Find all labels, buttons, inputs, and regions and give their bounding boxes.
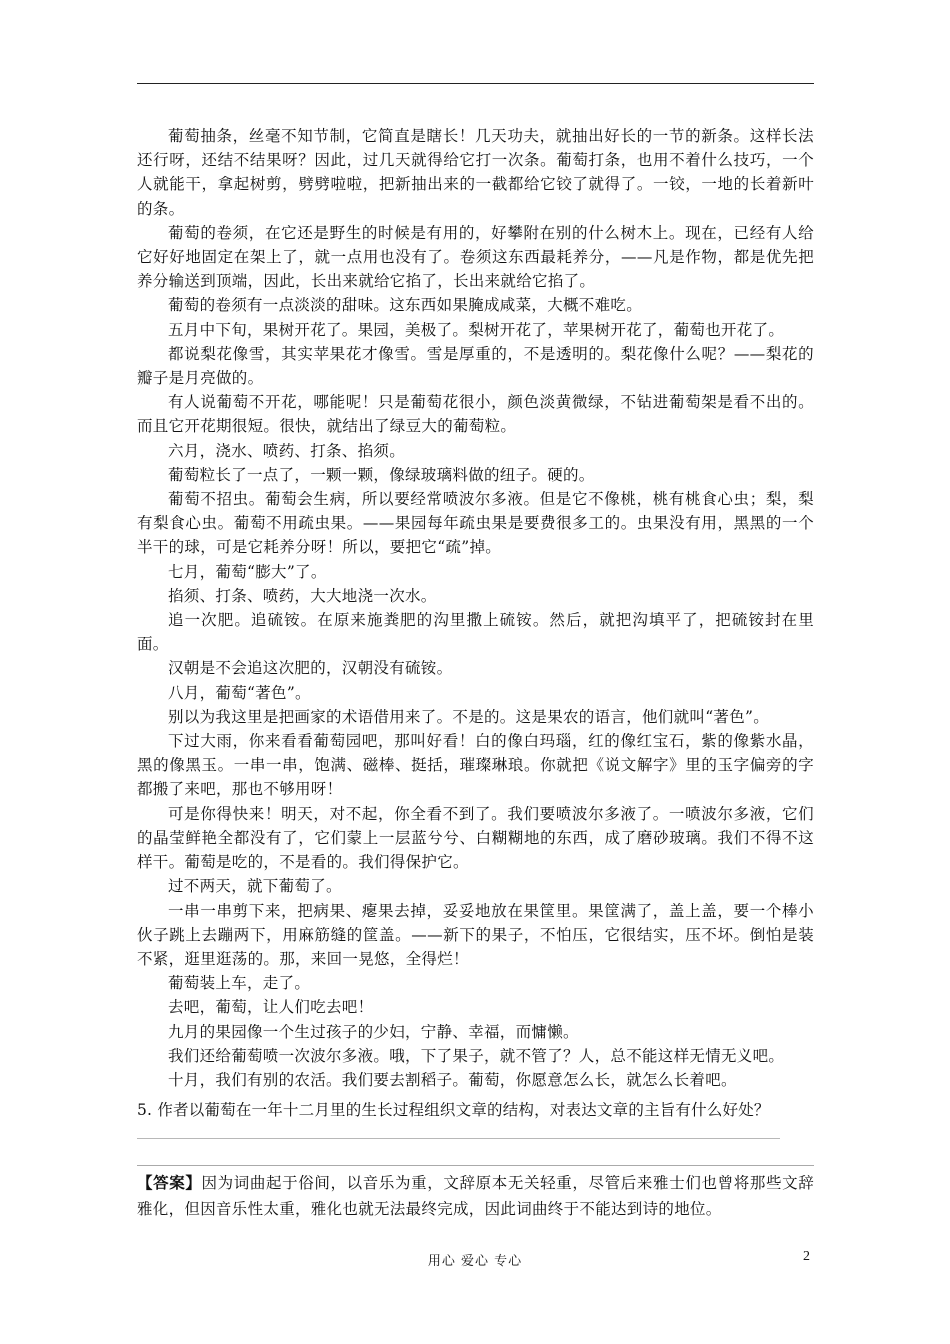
paragraph: 五月中下旬，果树开花了。果园，美极了。梨树开花了，苹果树开花了，葡萄也开花了。 bbox=[168, 320, 785, 339]
paragraph: 七月，葡萄“膨大”了。 bbox=[168, 562, 327, 581]
answer-writing-line bbox=[137, 1138, 780, 1139]
paragraph: 六月，浇水、喷药、打条、掐须。 bbox=[168, 441, 406, 460]
answer-block bbox=[137, 1165, 814, 1222]
paragraph: 葡萄不招虫。葡萄会生病，所以要经常喷波尔多液。但是它不像桃，桃有桃食心虫；梨，梨有梨食心虫。葡萄不用疏虫果。——果园每年疏虫果是要费很多工的。虫果没有用，黑黑的一个半干的球，可是它耗养分呀！所以，要把它“疏”掉。 bbox=[137, 490, 814, 557]
paragraph: 掐须、打条、喷药，大大地浇一次水。 bbox=[168, 586, 437, 605]
paragraph: 葡萄的卷须有一点淡淡的甜味。这东西如果腌成咸菜，大概不难吃。 bbox=[168, 296, 643, 315]
paragraph: 追一次肥。追硫铵。在原来施粪肥的沟里撒上硫铵。然后，就把沟填平了，把硫铵封在里面。 bbox=[137, 611, 814, 654]
paragraph: 有人说葡萄不开花，哪能呢！只是葡萄花很小，颜色淡黄微绿，不钻进葡萄架是看不出的。而且它开花期很短。很快，就结出了绿豆大的葡萄粒。 bbox=[137, 393, 814, 436]
paragraph: 可是你得快来！明天，对不起，你全看不到了。我们要喷波尔多液了。一喷波尔多液，它们的晶莹鲜艳全都没有了，它们蒙上一层蓝兮兮、白糊糊地的东西，成了磨砂玻璃。我们不得不这样干。葡萄是吃的，不是看的。我们得保护它。 bbox=[137, 804, 814, 872]
paragraph: 葡萄粒长了一点了，一颗一颗，像绿玻璃料做的纽子。硬的。 bbox=[168, 465, 595, 484]
paragraph: 葡萄的卷须，在它还是野生的时候是有用的，好攀附在别的什么树木上。现在，已经有人给它好好地固定在架上了，就一点用也没有了。卷须这东西最耗养分，——凡是作物，都是优先把养分输送到顶端，因此，长出来就给它掐了，长出来就给它掐了。 bbox=[137, 223, 814, 291]
paragraph: 过不两天，就下葡萄了。 bbox=[168, 877, 342, 896]
paragraph: 葡萄抽条，丝毫不知节制，它简直是瞎长！几天功夫，就抽出好长的一节的新条。这样长法还行呀，还结不结果呀？因此，过几天就得给它打一次条。葡萄打条，也用不着什么技巧，一个人就能干，拿起树剪，劈劈啦啦，把新抽出来的一截都给它铰了就得了。一铰，一地的长着新叶的条。 bbox=[137, 127, 814, 218]
paragraph: 十月，我们有别的农活。我们要去割稻子。葡萄，你愿意怎么长，就怎么长着吧。 bbox=[168, 1070, 737, 1089]
question-5: 5. 作者以葡萄在一年十二月里的生长过程组织文章的结构，对表达文章的主旨有什么好处？ bbox=[137, 1101, 770, 1119]
page-number: 2 bbox=[803, 1249, 810, 1264]
paragraph: 八月，葡萄“著色”。 bbox=[168, 683, 311, 702]
header-rule bbox=[137, 83, 814, 84]
answer-text: 因为词曲起于俗间，以音乐为重，文辞原本无关轻重，尽管后来雅士们也曾将那些文辞雅化，但因音乐性太重，雅化也就无法最终完成，因此词曲终于不能达到诗的地位。 bbox=[137, 1174, 815, 1218]
paragraph: 都说梨花像雪，其实苹果花才像雪。雪是厚重的，不是透明的。梨花像什么呢？——梨花的瓣子是月亮做的。 bbox=[137, 344, 814, 388]
paragraph: 汉朝是不会追这次肥的，汉朝没有硫铵。 bbox=[168, 659, 453, 678]
paragraph: 九月的果园像一个生过孩子的少妇，宁静、幸福，而慵懒。 bbox=[168, 1022, 579, 1041]
paragraph: 别以为我这里是把画家的术语借用来了。不是的。这是果农的语言，他们就叫“著色”。 bbox=[168, 707, 770, 726]
paragraph: 一串一串剪下来，把病果、瘪果去掉，妥妥地放在果筐里。果筐满了，盖上盖，要一个棒小伙子跳上去蹦两下，用麻筋缝的筐盖。——新下的果子，不怕压，它很结实，压不坏。倒怕是装不紧，逛里逛荡的。那，来回一晃悠，全得烂！ bbox=[137, 901, 814, 968]
paragraph: 下过大雨，你来看看葡萄园吧，那叫好看！白的像白玛瑙，红的像红宝石，紫的像紫水晶，黑的像黑玉。一串一串，饱满、磁棒、挺括，璀璨琳琅。你就把《说文解字》里的玉字偏旁的字都搬了来吧，那也不够用呀！ bbox=[137, 732, 814, 799]
paragraph: 葡萄装上车，走了。 bbox=[168, 974, 311, 993]
footer-motto: 用心 爱心 专心 bbox=[427, 1254, 523, 1269]
answer-label: 【答案】 bbox=[137, 1173, 202, 1192]
article-body bbox=[137, 124, 814, 1092]
paragraph: 我们还给葡萄喷一次波尔多液。哦，下了果子，就不管了？人，总不能这样无情无义吧。 bbox=[168, 1046, 785, 1065]
paragraph: 去吧，葡萄，让人们吃去吧！ bbox=[168, 998, 374, 1017]
